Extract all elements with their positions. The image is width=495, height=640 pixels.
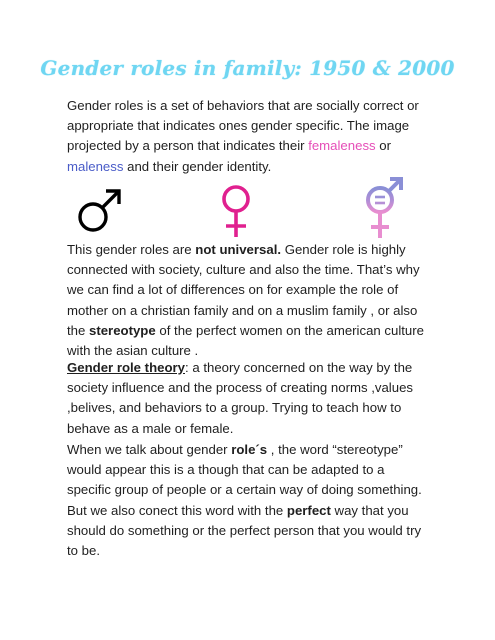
text-segment: This gender roles are: [67, 242, 196, 257]
text-segment: of the perfect women on the american culture with the asian culture .: [67, 322, 424, 359]
text-segment: way that you should do something or the perfect person that you would try to be.: [67, 502, 422, 559]
bold-term: stereotype: [89, 322, 156, 338]
text-segment: Gender roles is a set of behaviors that are socially correct or appropriate that indicates ones gender specific. The image projected by a person that indicates their: [67, 98, 419, 154]
text-segment: Gender role is highly connected with society, culture and also the time. That’s why we can find a lot of differences on for example the role of mother on a christian family and on a muslim family , or also the: [67, 242, 420, 338]
transgender-symbol-icon: [356, 172, 412, 244]
paragraph-not-universal: [67, 240, 427, 361]
paragraph-definition: [67, 96, 427, 177]
gender-symbols-row: [0, 172, 495, 242]
text-segment: When we talk about gender: [67, 442, 232, 457]
female-symbol-icon: [216, 182, 256, 242]
paragraph-stereotype: [67, 440, 427, 561]
page-title: Gender roles in family: 1950 & 2000: [40, 56, 455, 80]
bold-term: role´s: [231, 442, 268, 457]
femaleness-term: femaleness: [308, 138, 376, 154]
bold-term: not universal.: [195, 242, 282, 257]
underlined-term: Gender role theory: [67, 360, 185, 375]
text-segment: and their gender identity.: [123, 158, 272, 174]
text-segment: , the word “stereotype” would appear this is a though that can be adapted to a specific group of people or a certain way of doing something. But we also conect this word with the: [67, 442, 422, 518]
paragraph-gender-role-theory: [67, 358, 427, 439]
maleness-term: maleness: [67, 158, 124, 174]
text-segment: : a theory concerned on the way by the society influence and the process of creating norms ,values ,belives, and behaviors to a group. Trying to teach how to behave as a male or female.: [67, 360, 413, 436]
text-segment: or: [375, 138, 392, 154]
bold-term: perfect: [286, 502, 331, 518]
male-symbol-icon: [74, 186, 124, 236]
